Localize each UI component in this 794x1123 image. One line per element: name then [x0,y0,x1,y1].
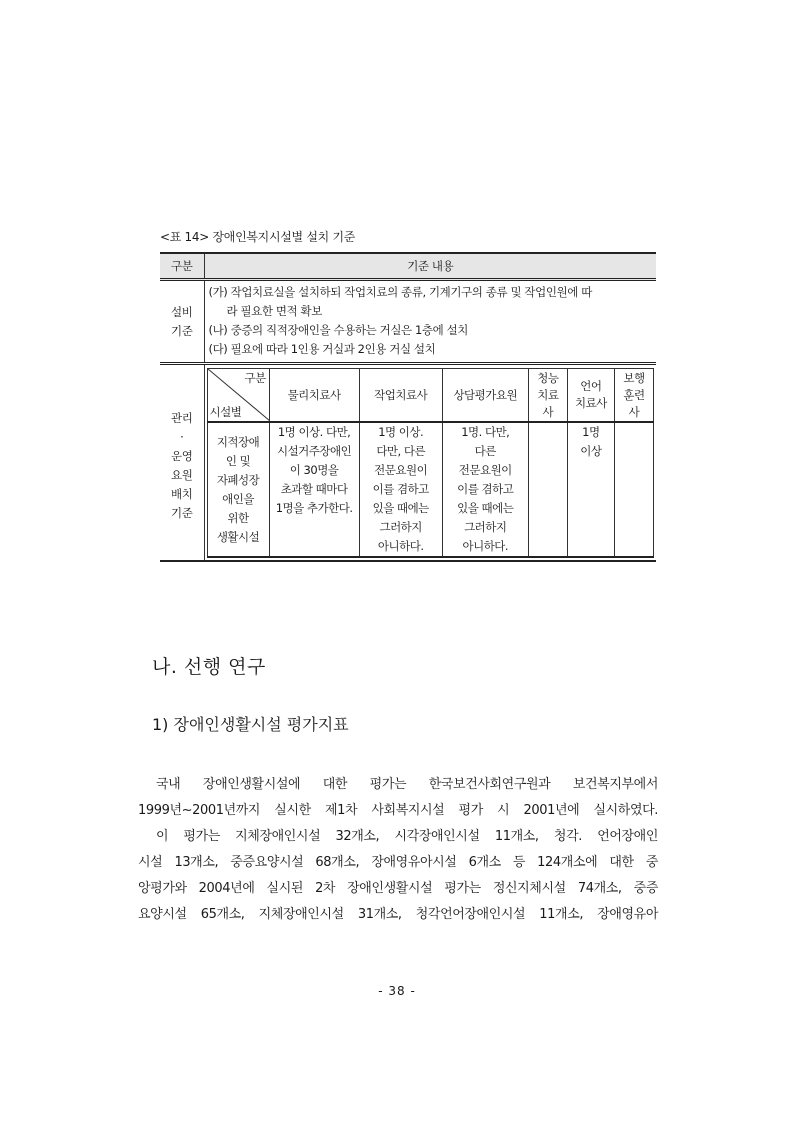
table-cell: 1명. 다만, 다른 전문요원이 이를 겸하고 있을 때에는 그러하지 아니하다. [442,422,528,557]
header-content: 기준 내용 [204,253,656,280]
header-category: 구분 [160,253,204,280]
row-category-label: 설비 기준 [171,304,193,338]
table-row [160,280,656,364]
paragraph-line: 국내 장애인생활시설에 대한 평가는 한국보건사회연구원과 보건복지부에서 [156,777,658,792]
standard-line: (다) 필요에 따라 1인용 거실과 2인용 거실 설치 [208,342,436,356]
table-header-row [160,253,656,280]
row-category-label: 관리 · 운영 요원 배치 기준 [171,410,193,520]
paragraph-line: 앙평가와 2004년에 실시된 2차 장애인생활시설 평가는 정신지체시설 74개소, 중증 [138,881,658,896]
column-header: 보행 훈련 사 [614,369,653,423]
corner-bottom-label: 시설별 [209,405,242,419]
row-category [160,364,204,562]
row-content [204,364,656,562]
standard-line: (가) 작업치료실을 설치하되 작업치료의 종류, 기계기구의 종류 및 작업인원에 따 [208,285,592,299]
table-cell [528,422,567,557]
paragraph-line: 시설 13개소, 중증요양시설 68개소, 장애영유아시설 6개소 등 124개소에 대한 중 [138,855,658,870]
column-header: 언어 치료사 [567,369,614,423]
row-category [160,280,204,364]
body-paragraph [138,772,658,928]
paragraph-line: 1999년~2001년까지 실시한 제1차 사회복지시설 평가 시 2001년에 실시하였다. [138,803,658,818]
section-heading: 나. 선행 연구 [152,656,266,678]
table-cell [614,422,653,557]
paragraph-line: 이 평가는 지체장애인시설 32개소, 시각장애인시설 11개소, 청각. 언어장애인 [156,829,658,844]
facility-standards-table [160,252,656,562]
staffing-subtable [207,368,655,558]
table-caption: <표 14> 장애인복지시설별 설치 기준 [160,230,356,244]
subtable-header-row [207,369,654,423]
standard-line: 라 필요한 면적 확보 [226,304,322,318]
diagonal-corner-cell [207,369,269,423]
facility-name: 지적장애 인 및 자폐성장 애인을 위한 생활시설 [207,422,269,557]
paragraph-line: 요양시설 65개소, 지체장애인시설 31개소, 청각언어장애인시설 11개소, 장애영유아 [138,907,658,922]
column-header: 물리치료사 [269,369,359,423]
column-header: 상담평가요원 [442,369,528,423]
standard-line: (나) 중증의 직적장애인을 수용하는 거실은 1층에 설치 [208,323,469,337]
column-header: 작업치료사 [359,369,442,423]
table-cell: 1명 이상. 다만, 시설거주장애인 이 30명을 초과할 때마다 1명을 추가한다. [269,422,359,557]
table-cell: 1명 이상 [567,422,614,557]
subsection-heading: 1) 장애인생활시설 평가지표 [152,715,349,734]
corner-top-label: 구분 [244,371,266,385]
page-number: - 38 - [378,984,416,998]
column-header: 청능 치료 사 [528,369,567,423]
row-content [204,280,656,364]
table-row [160,364,656,562]
subtable-row [207,422,654,557]
table-cell: 1명 이상. 다만, 다른 전문요원이 이를 겸하고 있을 때에는 그러하지 아니하다. [359,422,442,557]
